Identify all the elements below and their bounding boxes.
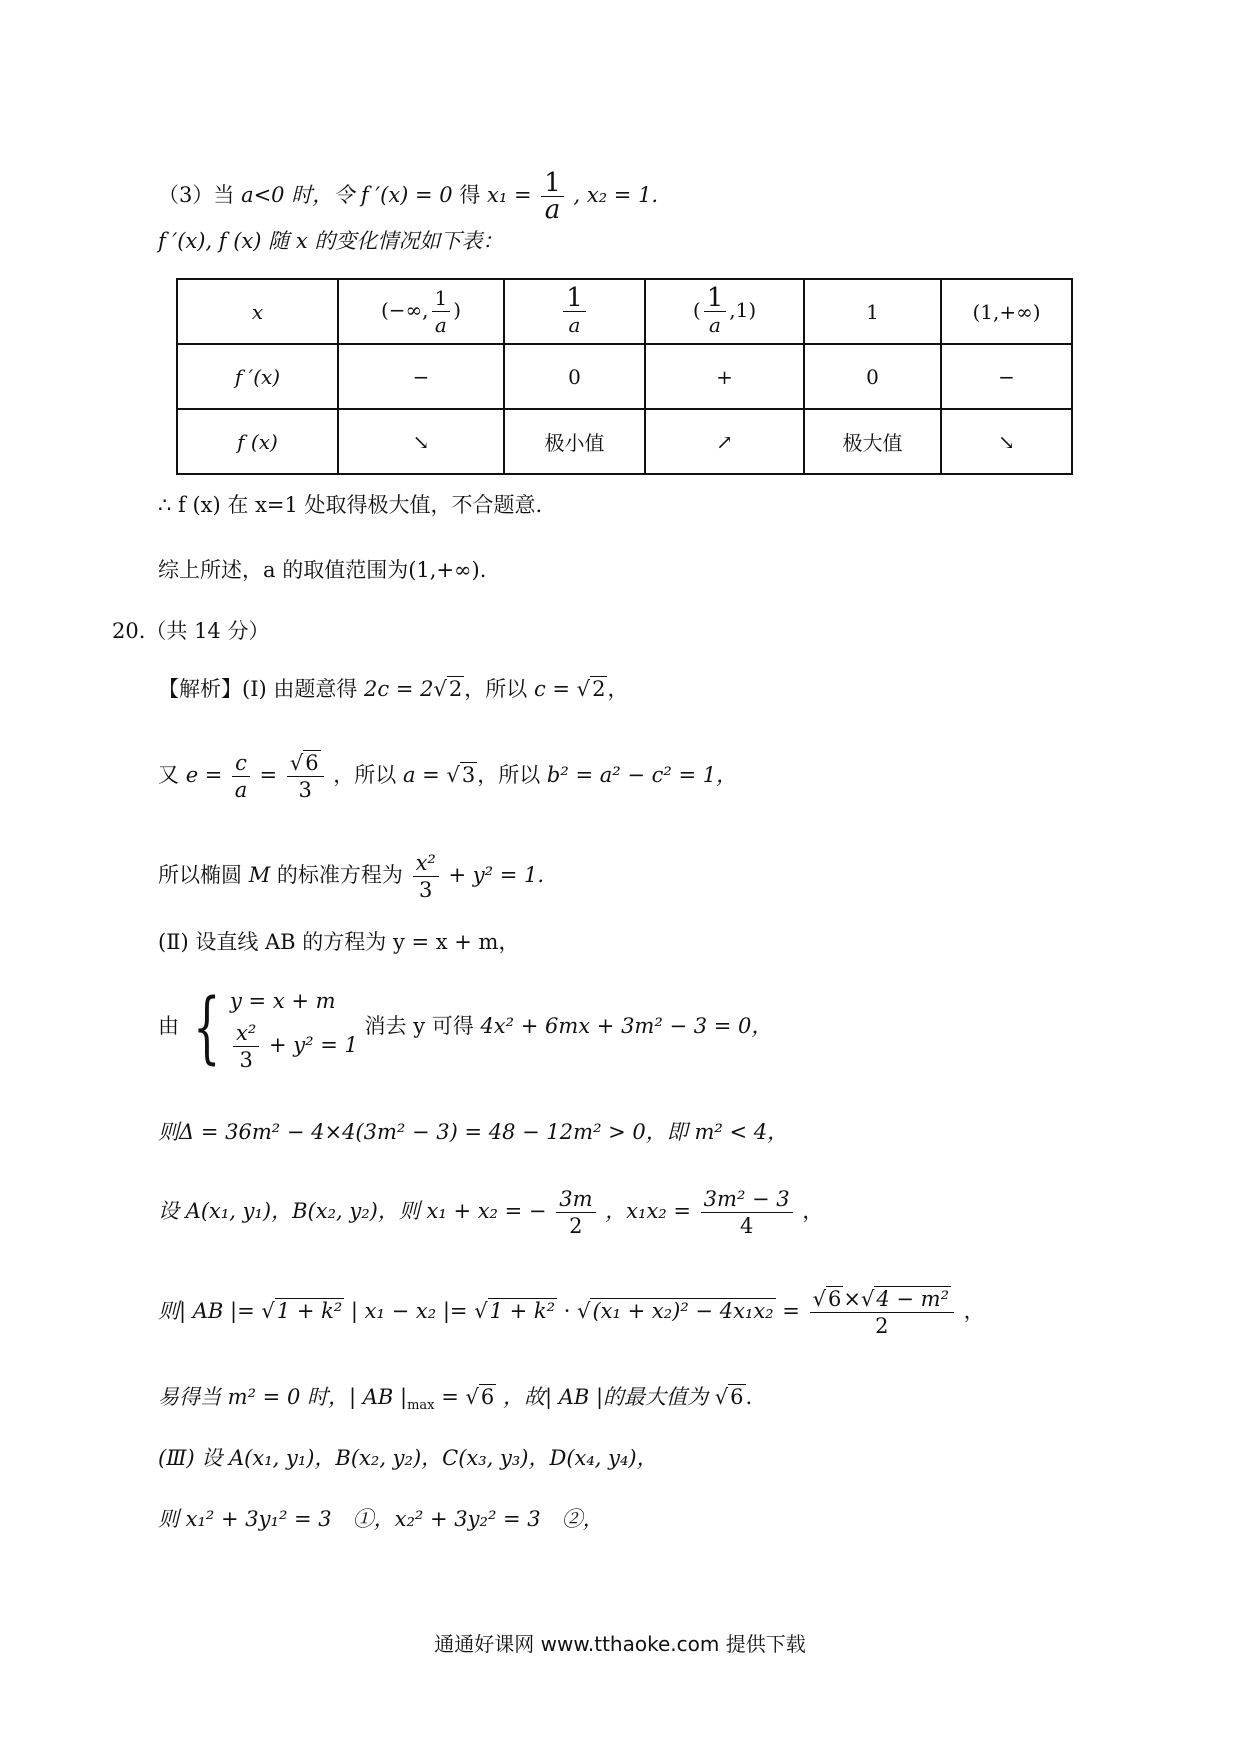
sol-math: a = — [402, 763, 440, 787]
sol-text: ，所以 — [464, 677, 528, 701]
sol-text: 所以椭圆 — [158, 863, 242, 887]
sqrt: √2 — [433, 677, 463, 701]
cell-text: ) — [453, 298, 462, 322]
case3-frac-den: a — [544, 195, 561, 225]
solution-line-1 — [158, 674, 628, 704]
table-cell — [504, 279, 645, 344]
frac-num: 3m — [556, 1186, 595, 1213]
sol-math: c = — [533, 677, 570, 701]
table-cell: − — [941, 344, 1072, 409]
cell-frac-num: 1 — [432, 285, 451, 312]
solution-line-2 — [158, 750, 737, 803]
table-cell: 极大值 — [804, 409, 941, 474]
conclusion-1: ∴ f (x) 在 x=1 处取得极大值，不合题意. — [158, 493, 543, 517]
table-cell: − — [338, 344, 504, 409]
subscript-max: max — [407, 1398, 435, 1414]
table-cell: f (x) — [177, 409, 338, 474]
fraction — [701, 1186, 793, 1239]
solution-line-6: 则Δ = 36m² − 4×4(3m² − 3) = 48 − 12m² > 0，即 m² < 4， — [158, 1120, 789, 1144]
cell-frac-den: a — [434, 313, 447, 337]
table-caption-text: f ′(x), f (x) 随 x 的变化情况如下表： — [158, 229, 504, 253]
sqrt-radicand: 2 — [448, 677, 463, 701]
solution-line-11: 则 x₁² + 3y₁² = 3 ①，x₂² + 3y₂² = 3 ②， — [158, 1507, 604, 1531]
frac-den: 3 — [298, 778, 312, 802]
sqrt-radicand: 6 — [305, 751, 319, 775]
case3-line — [158, 170, 658, 223]
sol-math: + y² = 1. — [448, 863, 545, 887]
sol-math: b² = a² − c² = 1， — [546, 763, 738, 787]
table-cell: x — [177, 279, 338, 344]
table-row — [177, 344, 1072, 409]
case3-x1: x₁ = — [487, 183, 532, 207]
sol-math: 4x² + 6mx + 3m² − 3 = 0， — [480, 1014, 773, 1038]
sol-text: 由 — [158, 1014, 179, 1038]
case3-frac-num: 1 — [541, 170, 564, 197]
fraction — [413, 850, 439, 903]
fraction: $\frac{\text{√6×√4 − m²}}{2}$ — [810, 1286, 954, 1339]
table-cell: 1 — [804, 279, 941, 344]
case3-get: 得 — [459, 183, 481, 207]
table-cell: ↘ — [941, 409, 1072, 474]
sqrt: √1 + k² — [474, 1299, 556, 1323]
sqrt-radicand: 6 — [480, 1385, 495, 1409]
sol-text: 消去 y 可得 — [364, 1014, 474, 1038]
sqrt-radicand: 6 — [730, 1385, 744, 1409]
sign-table — [176, 278, 1073, 475]
sol-math: = — [441, 1385, 459, 1409]
case3-cond: a<0 时，令 — [241, 183, 355, 207]
case3-intro: （3）当 — [158, 183, 235, 207]
sol-text: 【解析】(Ⅰ) 由题意得 — [158, 677, 358, 701]
solution-line-9 — [158, 1382, 752, 1421]
sol-text: ， — [802, 1199, 824, 1223]
sqrt-radicand: 4 − m² — [876, 1287, 949, 1311]
cell-frac-num: 1 — [563, 285, 586, 312]
frac-num: x² — [413, 850, 439, 877]
sqrt: √(x₁ + x₂)² − 4x₁x₂ — [577, 1299, 774, 1323]
sqrt-radicand: 3 — [461, 763, 476, 787]
table-caption — [158, 226, 503, 256]
fraction: $\frac{√6}{3}$ — [287, 750, 324, 803]
sol-math: e = — [185, 763, 223, 787]
sol-math: | x₁ − x₂ |= — [350, 1299, 468, 1323]
sol-text: 的标准方程为 — [276, 863, 403, 887]
sqrt-radicand: (x₁ + x₂)² − 4x₁x₂ — [592, 1299, 774, 1323]
question-20-title: 20.（共 14 分） — [112, 619, 270, 643]
sol-math: 设 A(x₁, y₁)，B(x₂, y₂)，则 x₁ + x₂ = − — [158, 1199, 547, 1223]
frac-den: 3 — [419, 878, 433, 902]
brace: { — [192, 982, 221, 1073]
sqrt: √3 — [446, 763, 476, 787]
case3-fprime: f ′(x) = 0 — [360, 183, 453, 207]
table-row — [177, 409, 1072, 474]
sol-math: ，x₁x₂ = — [605, 1199, 691, 1223]
sol-text: ，所以 — [333, 763, 397, 787]
cell-frac-den: a — [708, 313, 721, 337]
sol-text: ，故| AB |的最大值为 — [502, 1385, 709, 1409]
sqrt-radicand: 1 + k² — [489, 1299, 556, 1323]
sol-math: · — [563, 1299, 571, 1323]
solution-line-8 — [158, 1286, 985, 1339]
sol-math: 2c = 2 — [364, 677, 434, 701]
solution-line-5 — [158, 982, 772, 1073]
sol-math: × — [843, 1287, 861, 1311]
sol-math: = — [782, 1299, 800, 1323]
case3-x2: , x₂ = 1. — [573, 183, 659, 207]
frac-den: a — [234, 778, 248, 802]
sol-math: 则| AB |= — [158, 1299, 255, 1323]
sol-math: = — [259, 763, 278, 787]
frac-num: c — [232, 750, 250, 777]
sqrt: √1 + k² — [261, 1299, 343, 1323]
frac-num: x² — [233, 1020, 259, 1047]
table-cell: 0 — [504, 344, 645, 409]
sol-math: M — [248, 863, 271, 887]
fraction — [232, 750, 250, 803]
cell-text: (−∞, — [380, 298, 429, 322]
solution-line-7 — [158, 1186, 823, 1239]
equation-system — [230, 982, 358, 1073]
summary: 综上所述，a 的取值范围为(1,+∞). — [158, 558, 487, 582]
cell-frac-den: a — [568, 313, 581, 337]
table-row — [177, 279, 1072, 344]
sqrt: √6 — [465, 1385, 495, 1409]
sqrt-radicand: 1 + k² — [276, 1299, 343, 1323]
case3-fraction — [541, 170, 564, 223]
sol-math: 易得当 m² = 0 时，| AB | — [158, 1385, 408, 1409]
table-cell: f ′(x) — [177, 344, 338, 409]
fraction — [556, 1186, 595, 1239]
footer-credit: 通通好课网 www.tthaoke.com 提供下载 — [434, 1632, 806, 1656]
table-cell: ↗ — [645, 409, 804, 474]
cell-text: ,1) — [729, 298, 757, 322]
frac-den: 2 — [875, 1314, 889, 1338]
table-cell: 极小值 — [504, 409, 645, 474]
sol-text: . — [745, 1385, 753, 1409]
cell-frac-num: 1 — [704, 285, 727, 312]
solution-line-3 — [158, 850, 544, 903]
table-cell: ↘ — [338, 409, 504, 474]
table-cell: 0 — [804, 344, 941, 409]
sqrt-radicand: 2 — [592, 677, 606, 701]
cell-text: ( — [692, 298, 701, 322]
solution-line-4: (Ⅱ) 设直线 AB 的方程为 y = x + m， — [158, 930, 520, 954]
frac-num: 3m² − 3 — [701, 1186, 793, 1213]
sol-text: ， — [607, 677, 629, 701]
sol-text: ， — [963, 1299, 985, 1323]
sol-text: ，所以 — [477, 763, 541, 787]
table-cell — [338, 279, 504, 344]
sqrt-radicand: 6 — [827, 1287, 842, 1311]
frac-den: 4 — [739, 1214, 754, 1238]
table-cell: + — [645, 344, 804, 409]
frac-den: 2 — [569, 1214, 583, 1238]
sqrt: √2 — [576, 677, 606, 701]
solution-line-10: (Ⅲ) 设 A(x₁, y₁)，B(x₂, y₂)，C(x₃, y₃)，D(x₄, y₄)， — [158, 1446, 658, 1470]
system-eq-1: y = x + m — [230, 989, 336, 1013]
table-cell — [645, 279, 804, 344]
sol-text: 又 — [158, 763, 179, 787]
system-eq-2: + y² = 1 — [268, 1033, 358, 1057]
frac-den: 3 — [239, 1048, 253, 1072]
table-cell: (1,+∞) — [941, 279, 1072, 344]
sqrt: √6 — [714, 1385, 744, 1409]
